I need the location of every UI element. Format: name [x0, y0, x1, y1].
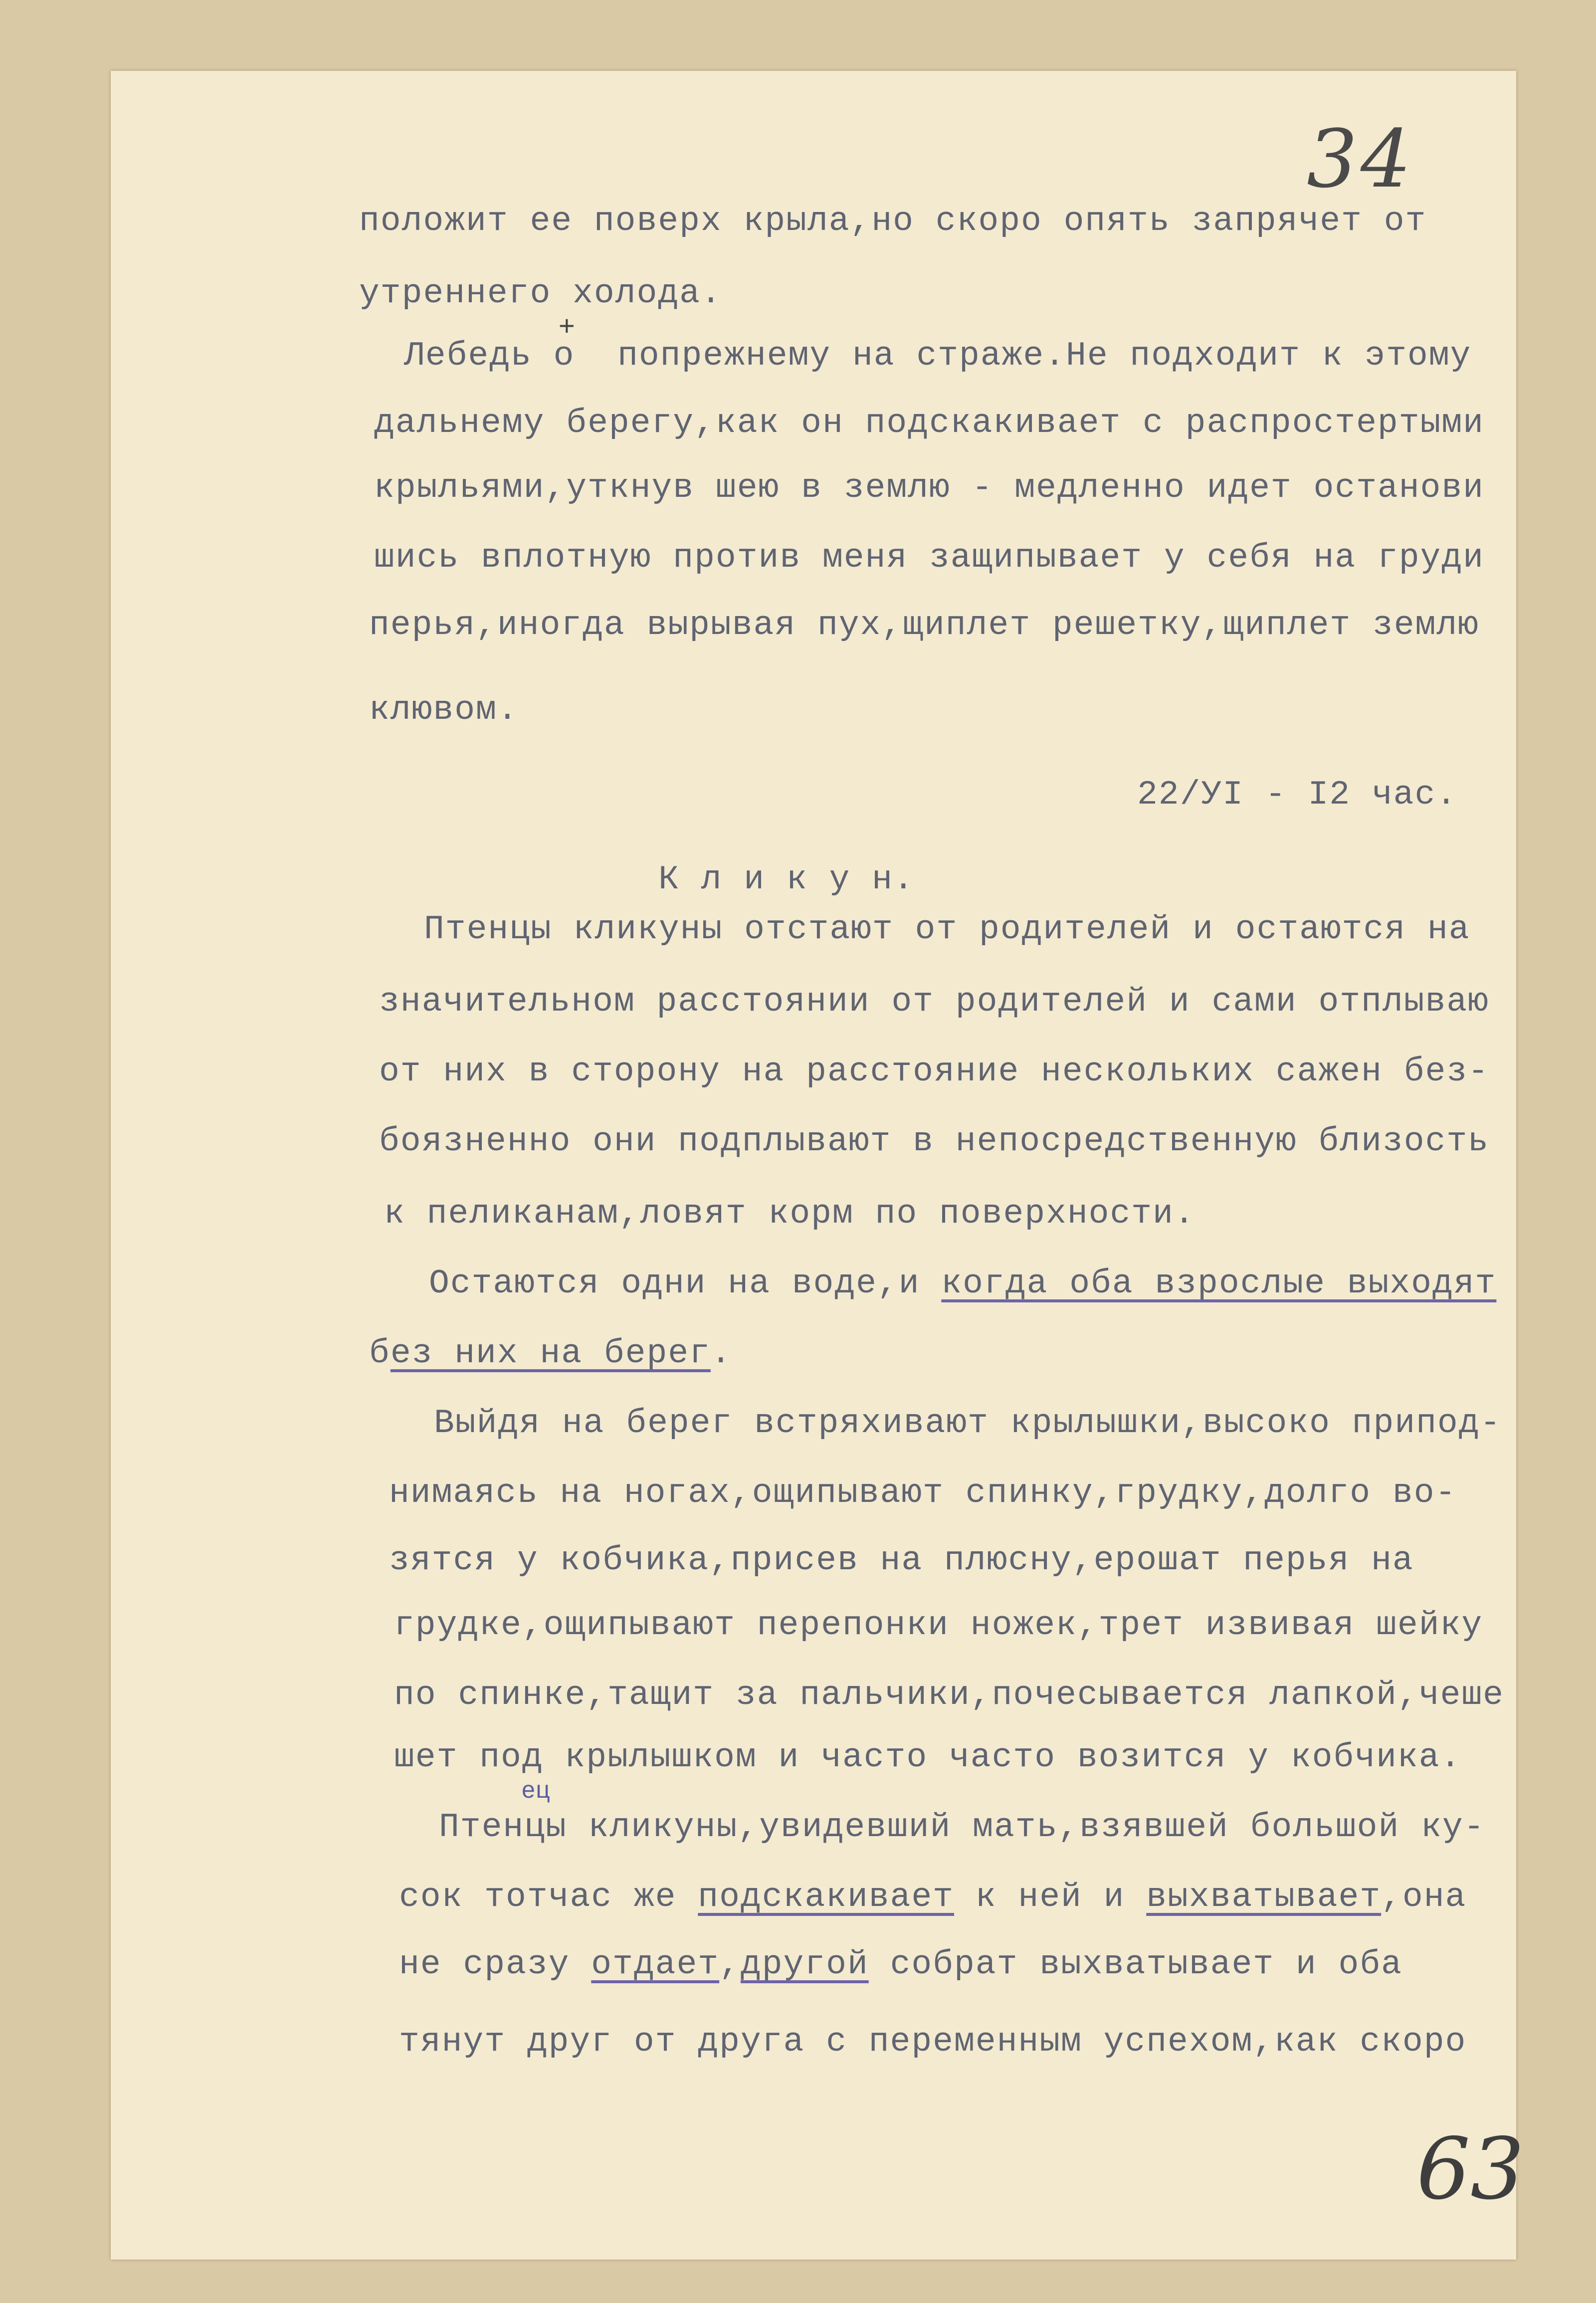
text-line: нимаясь на ногах,ощипывают спинку,грудку,долго во-	[389, 1474, 1457, 1512]
folio-number-bottom: 63	[1416, 2120, 1525, 2219]
text-line: крыльями,уткнув шею в землю - медленно идет останови	[374, 469, 1484, 507]
text-line: тянут друг от друга с переменным успехом,как скоро	[399, 2023, 1467, 2061]
text-line: не сразу отдает,другой собрат выхватывает и оба	[399, 1945, 1402, 1984]
underlined-phrase: когда оба взрослые выходят	[941, 1264, 1497, 1303]
text-line: Остаются одни на воде,и когда оба взрослые выходят	[429, 1264, 1497, 1303]
text-line: положит ее поверх крыла,но скоро опять запрячет от	[359, 202, 1427, 240]
section-heading: К л и к у н.	[658, 860, 915, 899]
text-line: грудке,ощипывают перепонки ножек,трет извивая шейку	[394, 1606, 1483, 1645]
text-line: Птенцы кликуны отстают от родителей и остаются на	[424, 910, 1470, 949]
underlined-phrase: ез них на берег	[390, 1334, 711, 1373]
text-line: к пеликанам,ловят корм по поверхности.	[384, 1195, 1196, 1233]
text-line: клювом.	[369, 691, 519, 729]
handwritten-correction: ец	[521, 1778, 550, 1805]
text-line: Выйдя на берег встряхивают крылышки,высоко припод-	[434, 1404, 1502, 1443]
text-line: по спинке,тащит за пальчики,почесывается лапкой,чеше	[394, 1676, 1504, 1714]
text-line: зятся у кобчика,присев на плюсну,ерошат перья на	[389, 1541, 1414, 1580]
insertion-mark: +	[559, 310, 575, 341]
underlined-phrase: другой	[740, 1945, 869, 1984]
text-line: значительном расстоянии от родителей и сами отплываю	[379, 983, 1489, 1021]
text-line: сок тотчас же подскакивает к ней и выхватывает,она	[399, 1878, 1467, 1916]
text-line: без них на берег.	[369, 1334, 732, 1373]
text-line: боязненно они подплывают в непосредственную близость	[379, 1122, 1489, 1161]
text-line: Птенцы кликуны,увидевший мать,взявшей большой ку-	[439, 1808, 1485, 1847]
text-line: утреннего холода.	[359, 274, 722, 313]
text-line: дальнему берегу,как он подскакивает с распростертыми	[374, 404, 1484, 442]
document-page	[111, 71, 1516, 2260]
underlined-phrase: отдает	[591, 1945, 720, 1984]
text-line: перья,иногда вырывая пух,щиплет решетку,щиплет землю	[369, 606, 1479, 644]
underlined-phrase: выхватывает	[1146, 1878, 1382, 1916]
text-line: шись вплотную против меня защипывает у себя на груди	[374, 539, 1484, 577]
text-line: шет под крылышком и часто часто возится у кобчика.	[394, 1738, 1462, 1777]
text-line: Лебедь о попрежнему на страже.Не подходит к этому	[404, 337, 1472, 375]
underlined-phrase: подскакивает	[698, 1878, 954, 1916]
text-line: от них в сторону на расстояние нескольких сажен без-	[379, 1052, 1489, 1091]
date-line: 22/УI - I2 час.	[1137, 776, 1458, 814]
folio-number-top: 34	[1307, 112, 1414, 206]
